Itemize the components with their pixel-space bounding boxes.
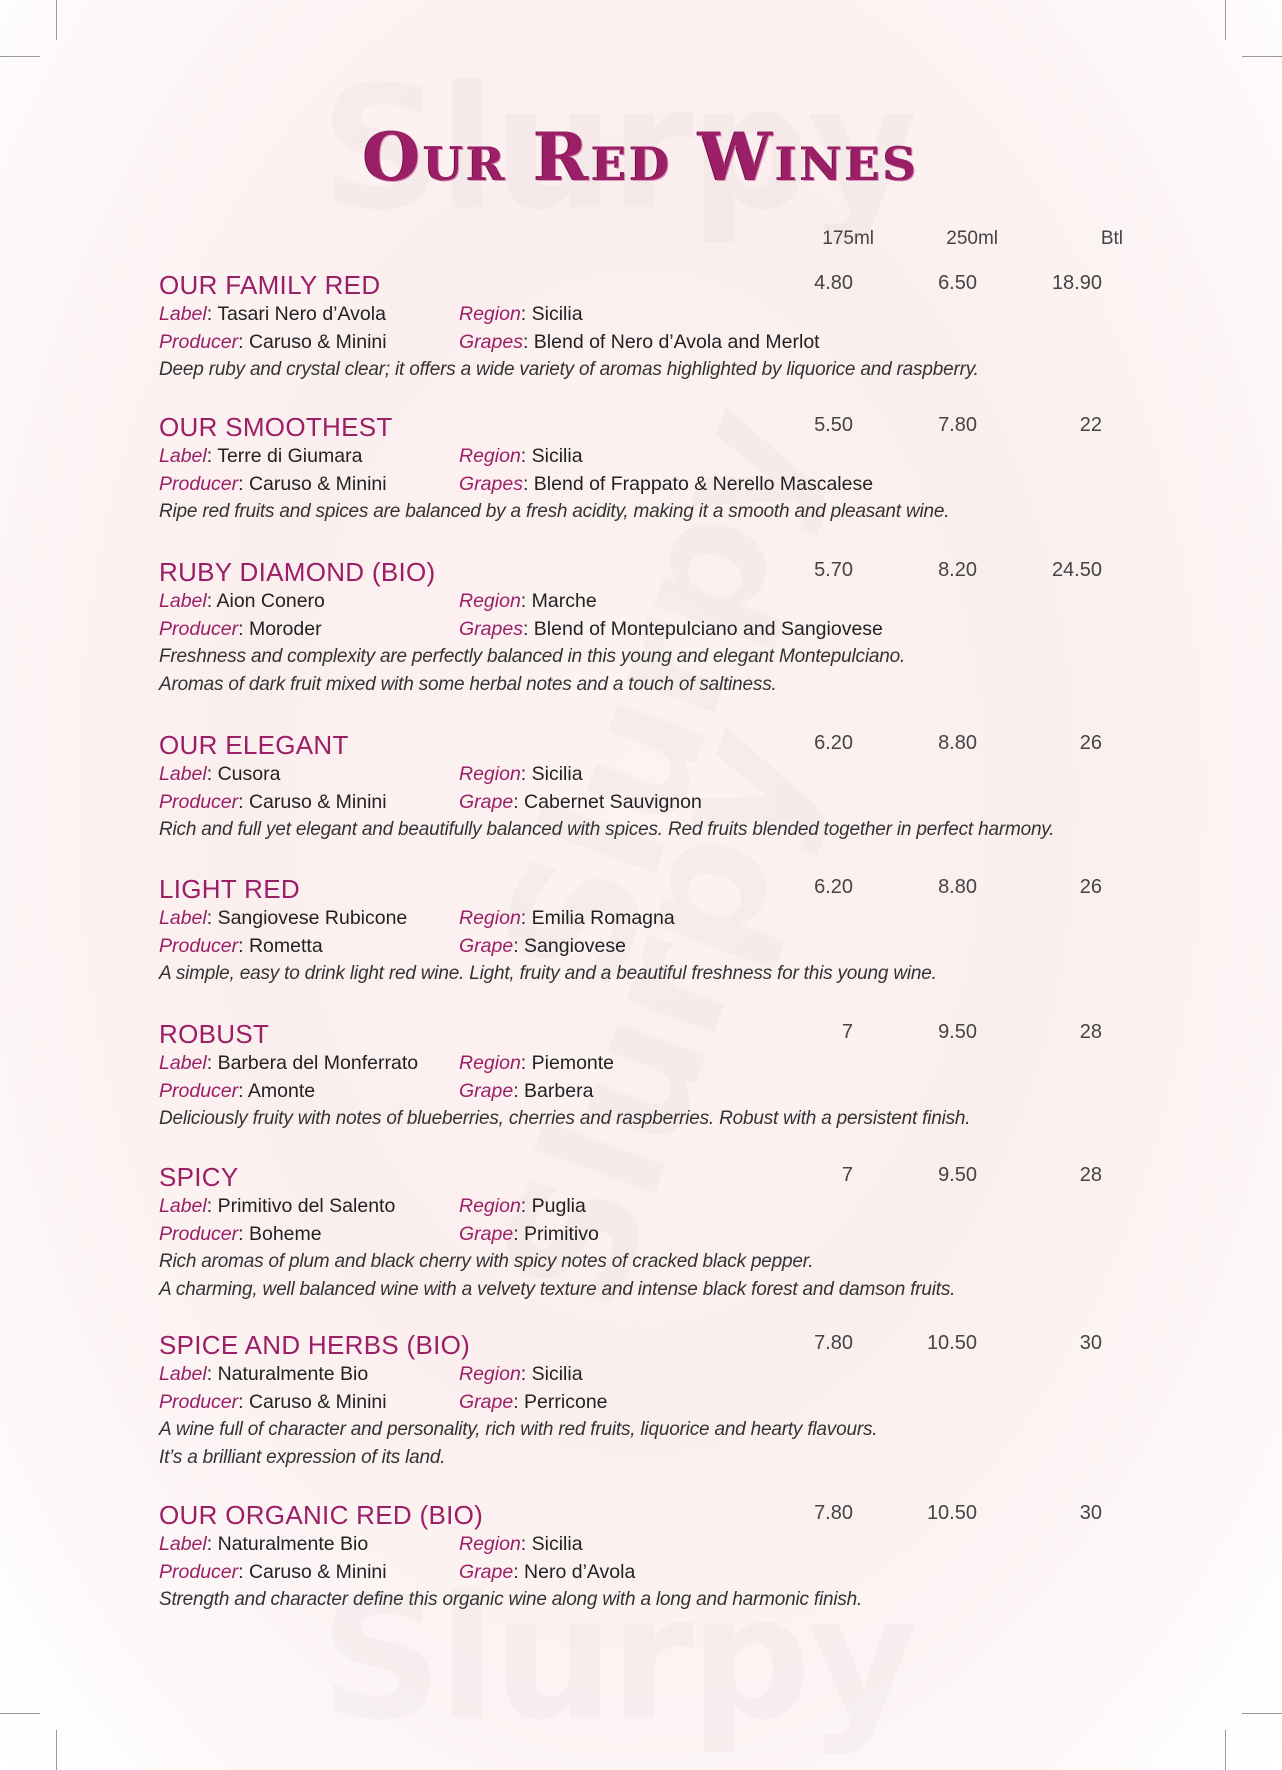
region-key: Region <box>459 1052 521 1074</box>
crop-mark <box>1225 1730 1226 1770</box>
wine-description: Strength and character define this organic wine along with a long and harmonic finish. <box>159 1589 863 1610</box>
wine-producer: Caruso & Minini <box>248 791 387 813</box>
grapes-key: Grape <box>459 935 514 957</box>
producer-key: Producer <box>159 331 239 353</box>
wine-description: A wine full of character and personality, rich with red fruits, liquorice and hearty flavours. <box>159 1419 878 1440</box>
wine-grapes: Nero d’Avola <box>524 1561 636 1583</box>
wine-producer: Rometta <box>248 935 323 957</box>
price-bottle: 28 <box>1079 1164 1102 1186</box>
wine-entry <box>159 557 1159 699</box>
wine-label: Naturalmente Bio <box>217 1533 369 1555</box>
wine-prices <box>159 1164 1159 1190</box>
wine-region: Emilia Romagna <box>531 907 675 929</box>
column-header-175ml: 175ml <box>822 228 874 249</box>
wine-producer: Caruso & Minini <box>248 1561 387 1583</box>
label-key: Label <box>159 1052 207 1074</box>
price-175ml: 7.80 <box>814 1502 853 1524</box>
region-key: Region <box>459 303 521 325</box>
wine-description: Ripe red fruits and spices are balanced by a fresh acidity, making it a smooth and pleasant wine. <box>159 501 950 522</box>
wine-label: Barbera del Monferrato <box>217 1052 419 1074</box>
producer-key: Producer <box>159 473 239 495</box>
wine-grapes: Blend of Montepulciano and Sangiovese <box>533 618 883 640</box>
wine-label: Terre di Giumara <box>217 445 363 467</box>
price-bottle: 30 <box>1079 1332 1102 1354</box>
price-175ml: 7 <box>841 1021 853 1043</box>
wine-name: SPICE AND HERBS (BIO) <box>159 1330 471 1360</box>
price-250ml: 10.50 <box>926 1332 977 1354</box>
price-bottle: 28 <box>1079 1021 1102 1043</box>
wine-prices <box>159 414 1159 440</box>
wine-description: A simple, easy to drink light red wine. Light, fruity and a beautiful freshness for this young wine. <box>159 963 937 984</box>
wine-grapes: Primitivo <box>524 1223 599 1245</box>
wine-info-row: Producer: Amonte Grape: Barbera <box>159 1080 594 1102</box>
wine-description: Rich and full yet elegant and beautifully balanced with spices. Red fruits blended together in perfect harmony. <box>159 819 1055 840</box>
producer-key: Producer <box>159 935 239 957</box>
wine-region: Sicilia <box>531 1363 583 1385</box>
wine-label: Aion Conero <box>216 590 325 612</box>
wine-producer: Boheme <box>248 1223 322 1245</box>
price-250ml: 9.50 <box>938 1164 977 1186</box>
price-250ml: 10.50 <box>926 1502 977 1524</box>
grapes-key: Grape <box>459 1391 514 1413</box>
wine-label: Tasari Nero d’Avola <box>217 303 386 325</box>
wine-info-row: Label: Naturalmente Bio Region: Sicilia <box>159 1363 583 1385</box>
grapes-key: Grape <box>459 1080 514 1102</box>
grapes-key: Grapes <box>459 473 523 495</box>
wine-description: A charming, well balanced wine with a velvety texture and intense black forest and damson fruits. <box>159 1279 956 1300</box>
label-key: Label <box>159 1195 207 1217</box>
price-250ml: 8.80 <box>938 876 977 898</box>
wine-prices <box>159 272 1159 298</box>
wine-label: Cusora <box>217 763 281 785</box>
wine-description: It’s a brilliant expression of its land. <box>159 1447 446 1468</box>
wine-label: Primitivo del Salento <box>217 1195 396 1217</box>
wine-prices <box>159 876 1159 902</box>
wine-region: Sicilia <box>531 303 583 325</box>
crop-mark <box>56 0 57 40</box>
label-key: Label <box>159 303 207 325</box>
wine-prices <box>159 1021 1159 1047</box>
region-key: Region <box>459 1533 521 1555</box>
wine-description: Freshness and complexity are perfectly balanced in this young and elegant Montepulciano. <box>159 646 906 667</box>
wine-info-row: Label: Aion Conero Region: Marche <box>159 590 597 612</box>
wine-region: Sicilia <box>531 445 583 467</box>
wine-info-row: Label: Cusora Region: Sicilia <box>159 763 583 785</box>
wine-producer: Caruso & Minini <box>248 473 387 495</box>
wine-entry <box>159 412 1159 526</box>
crop-mark <box>1242 56 1282 57</box>
wine-grapes: Barbera <box>524 1080 594 1102</box>
wine-info-row: Producer: Boheme Grape: Primitivo <box>159 1223 599 1245</box>
grapes-key: Grape <box>459 1561 514 1583</box>
price-bottle: 30 <box>1079 1502 1102 1524</box>
wine-info-row: Label: Tasari Nero d’Avola Region: Sicilia <box>159 303 583 325</box>
wine-description: Rich aromas of plum and black cherry with spicy notes of cracked black pepper. <box>159 1251 814 1272</box>
wine-description: Aromas of dark fruit mixed with some herbal notes and a touch of saltiness. <box>159 674 777 695</box>
wine-info-row: Producer: Rometta Grape: Sangiovese <box>159 935 626 957</box>
wine-info-row: Label: Naturalmente Bio Region: Sicilia <box>159 1533 583 1555</box>
price-250ml: 8.80 <box>938 732 977 754</box>
wine-info-row: Label: Terre di Giumara Region: Sicilia <box>159 445 583 467</box>
price-250ml: 6.50 <box>938 272 977 294</box>
wine-grapes: Sangiovese <box>524 935 626 957</box>
wine-info-row: Producer: Caruso & Minini Grape: Nero d’Avola <box>159 1561 636 1583</box>
wine-entry <box>159 874 1159 988</box>
wine-prices <box>159 1502 1159 1528</box>
wine-entry <box>159 270 1159 384</box>
wine-label: Naturalmente Bio <box>217 1363 369 1385</box>
price-250ml: 7.80 <box>938 414 977 436</box>
price-175ml: 5.70 <box>814 559 853 581</box>
wine-name: OUR ELEGANT <box>159 730 349 760</box>
wine-info-row: Producer: Caruso & Minini Grape: Cabernet Sauvignon <box>159 791 702 813</box>
wine-info-row: Label: Primitivo del Salento Region: Puglia <box>159 1195 586 1217</box>
wine-grapes: Blend of Frappato & Nerello Mascalese <box>533 473 874 495</box>
wine-name: ROBUST <box>159 1019 270 1049</box>
producer-key: Producer <box>159 1223 239 1245</box>
column-header-250ml: 250ml <box>946 228 998 249</box>
wine-entry <box>159 730 1159 844</box>
wine-label: Sangiovese Rubicone <box>217 907 408 929</box>
wine-entry <box>159 1330 1159 1472</box>
wine-description: Deliciously fruity with notes of blueberries, cherries and raspberries. Robust with a persistent finish. <box>159 1108 971 1129</box>
wine-name: SPICY <box>159 1162 239 1192</box>
price-175ml: 6.20 <box>814 732 853 754</box>
wine-name: OUR ORGANIC RED (BIO) <box>159 1500 484 1530</box>
wine-grapes: Perricone <box>524 1391 608 1413</box>
crop-mark <box>1225 0 1226 40</box>
crop-mark <box>56 1730 57 1770</box>
crop-mark <box>1242 1713 1282 1714</box>
label-key: Label <box>159 445 207 467</box>
producer-key: Producer <box>159 1391 239 1413</box>
wine-info-row: Producer: Caruso & Minini Grapes: Blend of Frappato & Nerello Mascalese <box>159 473 874 495</box>
column-header-bottle: Btl <box>1100 228 1123 249</box>
wine-region: Sicilia <box>531 1533 583 1555</box>
page-title: Our Red Wines <box>362 118 920 196</box>
wine-description: Deep ruby and crystal clear; it offers a wide variety of aromas highlighted by liquorice and raspberry. <box>159 359 979 380</box>
wine-producer: Caruso & Minini <box>248 331 387 353</box>
region-key: Region <box>459 1195 521 1217</box>
crop-mark <box>0 56 40 57</box>
region-key: Region <box>459 763 521 785</box>
label-key: Label <box>159 1533 207 1555</box>
price-bottle: 18.90 <box>1051 272 1102 294</box>
wine-info-row: Label: Barbera del Monferrato Region: Piemonte <box>159 1052 615 1074</box>
wine-prices <box>159 732 1159 758</box>
price-175ml: 7.80 <box>814 1332 853 1354</box>
price-175ml: 5.50 <box>814 414 853 436</box>
wine-producer: Moroder <box>248 618 322 640</box>
region-key: Region <box>459 1363 521 1385</box>
label-key: Label <box>159 1363 207 1385</box>
label-key: Label <box>159 763 207 785</box>
price-175ml: 4.80 <box>814 272 853 294</box>
crop-mark <box>0 1713 40 1714</box>
producer-key: Producer <box>159 791 239 813</box>
grapes-key: Grapes <box>459 618 523 640</box>
price-bottle: 22 <box>1079 414 1102 436</box>
wine-grapes: Cabernet Sauvignon <box>524 791 702 813</box>
wine-info-row: Producer: Caruso & Minini Grapes: Blend of Nero d’Avola and Merlot <box>159 331 820 353</box>
price-250ml: 9.50 <box>938 1021 977 1043</box>
price-bottle: 26 <box>1079 876 1102 898</box>
price-175ml: 7 <box>841 1164 853 1186</box>
wine-producer: Amonte <box>247 1080 316 1102</box>
price-175ml: 6.20 <box>814 876 853 898</box>
price-bottle: 24.50 <box>1051 559 1102 581</box>
wine-info-row: Label: Sangiovese Rubicone Region: Emilia Romagna <box>159 907 675 929</box>
wine-name: LIGHT RED <box>159 874 300 904</box>
label-key: Label <box>159 907 207 929</box>
wine-entry <box>159 1500 1159 1614</box>
wine-region: Marche <box>531 590 597 612</box>
wine-region: Piemonte <box>531 1052 615 1074</box>
region-key: Region <box>459 590 521 612</box>
price-bottle: 26 <box>1079 732 1102 754</box>
wine-prices <box>159 1332 1159 1358</box>
price-250ml: 8.20 <box>938 559 977 581</box>
grapes-key: Grapes <box>459 331 523 353</box>
region-key: Region <box>459 907 521 929</box>
wine-entry <box>159 1162 1159 1304</box>
wine-info-row: Producer: Moroder Grapes: Blend of Montepulciano and Sangiovese <box>159 618 883 640</box>
wine-prices <box>159 559 1159 585</box>
wine-name: RUBY DIAMOND (BIO) <box>159 557 436 587</box>
wine-grapes: Blend of Nero d’Avola and Merlot <box>533 331 820 353</box>
wine-region: Sicilia <box>531 763 583 785</box>
label-key: Label <box>159 590 207 612</box>
wine-region: Puglia <box>531 1195 586 1217</box>
region-key: Region <box>459 445 521 467</box>
grapes-key: Grape <box>459 791 514 813</box>
wine-name: OUR SMOOTHEST <box>159 412 393 442</box>
wine-info-row: Producer: Caruso & Minini Grape: Perricone <box>159 1391 608 1413</box>
producer-key: Producer <box>159 1080 239 1102</box>
grapes-key: Grape <box>459 1223 514 1245</box>
wine-producer: Caruso & Minini <box>248 1391 387 1413</box>
wine-entry <box>159 1019 1159 1133</box>
producer-key: Producer <box>159 1561 239 1583</box>
producer-key: Producer <box>159 618 239 640</box>
wine-name: OUR FAMILY RED <box>159 270 381 300</box>
